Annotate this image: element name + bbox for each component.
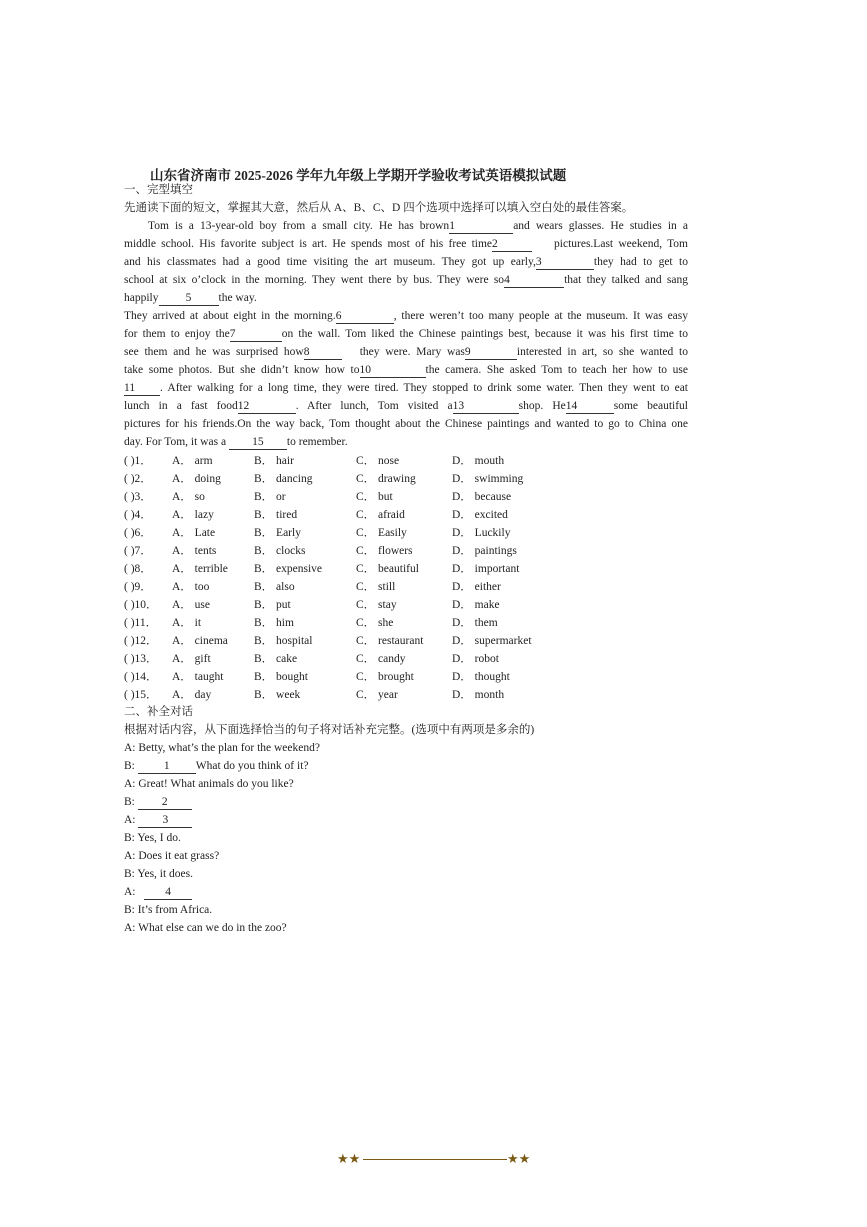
option-c: C． flowers bbox=[356, 545, 413, 557]
option-c: C． drawing bbox=[356, 473, 416, 485]
blank-8: 8 bbox=[304, 345, 342, 360]
dialogue-line: A: Betty, what’s the plan for the weekend? bbox=[124, 742, 320, 754]
dialogue-line: A: 4 bbox=[124, 883, 688, 901]
blank-6: 6 bbox=[336, 309, 394, 324]
option-a: A． it bbox=[172, 617, 202, 629]
option-d: D． important bbox=[452, 563, 520, 575]
passage-line: day. For Tom, it was a 15 to remember. bbox=[124, 436, 348, 448]
option-c: C． but bbox=[356, 491, 393, 503]
question-row bbox=[124, 650, 624, 668]
question-row bbox=[124, 596, 624, 614]
star-icon: ★★ bbox=[507, 1151, 531, 1166]
option-a: A． so bbox=[172, 491, 205, 503]
blank-11: 11 bbox=[124, 381, 160, 396]
option-a: A． too bbox=[172, 581, 210, 593]
passage-line: lunch in a fast food12 . After lunch, Tom visited a13 shop. He14 some beautiful bbox=[124, 400, 689, 412]
passage-line: pictures for his friends.On the way back, Tom thought about the Chinese paintings and wanted to go to China one bbox=[124, 418, 688, 430]
dialogue-blank-4: 4 bbox=[144, 885, 192, 900]
question-row bbox=[124, 578, 624, 596]
passage-line: happily 5 the way. bbox=[124, 292, 257, 304]
blank-5: 5 bbox=[159, 291, 219, 306]
dialogue-blank-3: 3 bbox=[138, 813, 192, 828]
question-number: ( )14． bbox=[124, 671, 158, 683]
blank-14: 14 bbox=[566, 399, 614, 414]
blank-13: 13 bbox=[453, 399, 519, 414]
section2-instruction: 根据对话内容，从下面选择恰当的句子将对话补充完整。(选项中有两项是多余的) bbox=[124, 724, 535, 736]
question-row bbox=[124, 686, 624, 704]
dialogue-line: A: Great! What animals do you like? bbox=[124, 778, 294, 790]
question-row bbox=[124, 560, 624, 578]
option-d: D． them bbox=[452, 617, 498, 629]
question-number: ( )11． bbox=[124, 617, 158, 629]
option-b: B． dancing bbox=[254, 473, 313, 485]
dialogue-line: B: Yes, it does. bbox=[124, 868, 194, 880]
option-d: D． because bbox=[452, 491, 512, 503]
option-b: B． bought bbox=[254, 671, 308, 683]
blank-10: 10 bbox=[360, 363, 426, 378]
blank-3: 3 bbox=[536, 255, 594, 270]
option-d: D． either bbox=[452, 581, 501, 593]
question-number: ( )12． bbox=[124, 635, 158, 647]
question-number: ( )9． bbox=[124, 581, 152, 593]
question-number: ( )8． bbox=[124, 563, 152, 575]
star-icon: ★★ bbox=[337, 1151, 361, 1166]
question-row bbox=[124, 614, 624, 632]
question-number: ( )3． bbox=[124, 491, 152, 503]
option-c: C． nose bbox=[356, 455, 400, 467]
option-b: B． Early bbox=[254, 527, 301, 539]
question-row bbox=[124, 632, 624, 650]
question-number: ( )1． bbox=[124, 455, 152, 467]
question-row bbox=[124, 542, 624, 560]
blank-4: 4 bbox=[504, 273, 564, 288]
option-d: D． make bbox=[452, 599, 500, 611]
option-b: B． clocks bbox=[254, 545, 306, 557]
option-c: C． Easily bbox=[356, 527, 407, 539]
dialogue-line: A: 3 bbox=[124, 811, 688, 829]
blank-12: 12 bbox=[238, 399, 296, 414]
question-number: ( )6． bbox=[124, 527, 152, 539]
passage-line: middle school. His favorite subject is art. He spends most of his free time2 pictures.Last weekend, Tom bbox=[124, 238, 688, 250]
option-c: C． she bbox=[356, 617, 394, 629]
passage-line: for them to enjoy the7 on the wall. Tom liked the Chinese paintings best, because it was his first time to bbox=[124, 328, 689, 340]
footer-divider bbox=[363, 1159, 507, 1160]
passage-line: school at six o’clock in the morning. They went there by bus. They were so4 that they talked and sang bbox=[124, 274, 688, 286]
option-a: A． tents bbox=[172, 545, 217, 557]
dialogue-line: B: 2 bbox=[124, 793, 688, 811]
option-c: C． year bbox=[356, 689, 398, 701]
option-b: B． put bbox=[254, 599, 291, 611]
blank-15: 15 bbox=[229, 435, 287, 450]
option-c: C． beautiful bbox=[356, 563, 419, 575]
option-a: A． day bbox=[172, 689, 212, 701]
option-a: A． doing bbox=[172, 473, 221, 485]
question-number: ( )13． bbox=[124, 653, 158, 665]
option-c: C． restaurant bbox=[356, 635, 424, 647]
option-b: B． hair bbox=[254, 455, 294, 467]
question-number: ( )2． bbox=[124, 473, 152, 485]
passage-line: and his classmates had a good time visiting the art museum. They got up early,3 they had to get to bbox=[124, 256, 689, 268]
option-a: A． lazy bbox=[172, 509, 214, 521]
option-d: D． Luckily bbox=[452, 527, 511, 539]
question-number: ( )10． bbox=[124, 599, 158, 611]
question-row bbox=[124, 524, 624, 542]
option-b: B． tired bbox=[254, 509, 298, 521]
option-c: C． stay bbox=[356, 599, 397, 611]
passage-line: 11 . After walking for a long time, they were tired. They stopped to drink some water. Then they went to eat bbox=[124, 382, 688, 394]
option-a: A． taught bbox=[172, 671, 224, 683]
option-a: A． arm bbox=[172, 455, 213, 467]
option-d: D． excited bbox=[452, 509, 508, 521]
question-number: ( )4． bbox=[124, 509, 152, 521]
option-a: A． gift bbox=[172, 653, 211, 665]
page-title: 山东省济南市 2025-2026 学年九年级上学期开学验收考试英语模拟试题 bbox=[150, 168, 567, 183]
blank-1: 1 bbox=[449, 219, 513, 234]
blank-9: 9 bbox=[465, 345, 517, 360]
option-c: C． afraid bbox=[356, 509, 405, 521]
question-row bbox=[124, 452, 624, 470]
option-a: A． use bbox=[172, 599, 211, 611]
dialogue-blank-2: 2 bbox=[138, 795, 192, 810]
question-row bbox=[124, 488, 624, 506]
dialogue-blank-1: 1 bbox=[138, 759, 196, 774]
question-row bbox=[124, 506, 624, 524]
option-d: D． supermarket bbox=[452, 635, 532, 647]
option-d: D． month bbox=[452, 689, 505, 701]
section1-heading: 一、完型填空 bbox=[124, 184, 193, 196]
passage-line: Tom is a 13-year-old boy from a small city. He has brown1 and wears glasses. He studies in a bbox=[148, 220, 688, 232]
section2-heading: 二、补全对话 bbox=[124, 706, 193, 718]
option-b: B． or bbox=[254, 491, 286, 503]
option-b: B． expensive bbox=[254, 563, 323, 575]
option-a: A． cinema bbox=[172, 635, 228, 647]
option-d: D． swimming bbox=[452, 473, 524, 485]
passage-line: They arrived at about eight in the morning.6 , there weren’t too many people at the museum. It was easy bbox=[124, 310, 689, 322]
option-b: B． him bbox=[254, 617, 294, 629]
option-c: C． brought bbox=[356, 671, 414, 683]
option-a: A． terrible bbox=[172, 563, 228, 575]
question-number: ( )15． bbox=[124, 689, 158, 701]
question-row bbox=[124, 668, 624, 686]
dialogue-line: A: Does it eat grass? bbox=[124, 850, 220, 862]
option-c: C． candy bbox=[356, 653, 406, 665]
question-row bbox=[124, 470, 624, 488]
dialogue-line: B: 1 What do you think of it? bbox=[124, 760, 309, 772]
section1-instruction: 先通读下面的短文，掌握其大意，然后从 A、B、C、D 四个选项中选择可以填入空白处的最佳答案。 bbox=[124, 202, 634, 214]
blank-7: 7 bbox=[230, 327, 282, 342]
option-a: A． Late bbox=[172, 527, 216, 539]
blank-2: 2 bbox=[492, 237, 532, 252]
option-b: B． cake bbox=[254, 653, 298, 665]
passage-line: take some photos. But she didn’t know how to10 the camera. She asked Tom to teach her how to use bbox=[124, 364, 688, 376]
footer-ornament bbox=[337, 1151, 533, 1169]
option-b: B． also bbox=[254, 581, 295, 593]
option-b: B． week bbox=[254, 689, 301, 701]
dialogue-line: B: Yes, I do. bbox=[124, 832, 181, 844]
dialogue-line: B: It’s from Africa. bbox=[124, 904, 213, 916]
question-number: ( )7． bbox=[124, 545, 152, 557]
option-d: D． mouth bbox=[452, 455, 505, 467]
dialogue-line: A: What else can we do in the zoo? bbox=[124, 922, 287, 934]
option-b: B． hospital bbox=[254, 635, 313, 647]
passage-line: see them and he was surprised how8 they were. Mary was9 interested in art, so she wanted to bbox=[124, 346, 688, 358]
option-c: C． still bbox=[356, 581, 396, 593]
option-d: D． paintings bbox=[452, 545, 517, 557]
option-d: D． robot bbox=[452, 653, 499, 665]
option-d: D． thought bbox=[452, 671, 510, 683]
